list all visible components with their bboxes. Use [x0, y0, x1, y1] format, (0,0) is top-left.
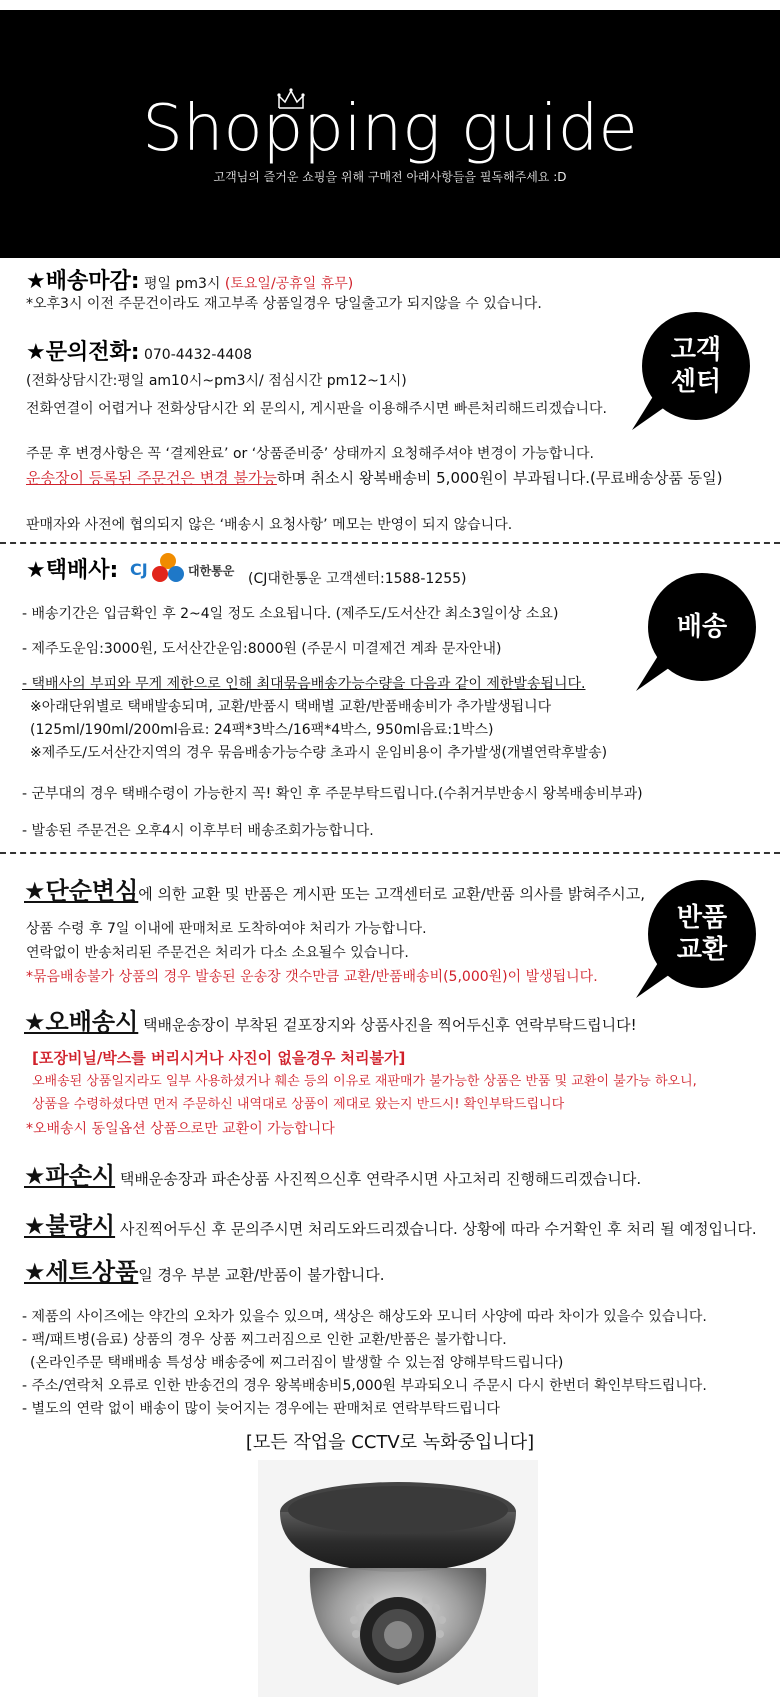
wrong-line4: *오배송시 동일옵션 상품으로만 교환이 가능합니다 — [26, 1121, 335, 1137]
returns-line2: 연락없이 반송처리된 주문건은 처리가 다소 소요될수 있습니다. — [26, 945, 409, 961]
note-line2: - 팩/패트병(음료) 상품의 경우 상품 찌그러짐으로 인한 교환/반품은 불가합니다. — [22, 1332, 507, 1348]
returns-line3: *묶음배송불가 상품의 경우 발송된 운송장 갯수만큼 교환/반품배송비(5,000원)이 발생됩니다. — [26, 969, 598, 985]
cctv-camera-icon — [258, 1460, 538, 1697]
shipping-holiday-note: (토요일/공휴일 휴무) — [224, 276, 354, 292]
wrong-delivery-heading: ★오배송시 — [24, 1008, 139, 1036]
courier-heading-text: ★택배사: — [26, 558, 119, 583]
bubble-label-delivery: 배송 — [676, 612, 728, 642]
courier-line3: - 택배사의 부피와 무게 제한으로 인해 최대묶음배송가능수량을 다음과 같이 제한발송됩니다. — [22, 676, 586, 692]
wrong-line1: [포장비닐/박스를 버리시거나 사진이 없을경우 처리불가] — [32, 1049, 406, 1067]
wrong-line3: 상품을 수령하셨다면 먼저 주문하신 내역대로 상품이 제대로 왔는지 반드시! 확인부탁드립니다 — [32, 1097, 565, 1112]
page-title: Shopping guide — [142, 92, 638, 166]
shipping-deadline-time: 평일 pm3시 — [143, 276, 221, 292]
inquiry-line4: 판매자와 사전에 협의되지 않은 ‘배송시 요청사항’ 메모는 반영이 되지 않습니다. — [26, 517, 513, 533]
inquiry-heading: ★문의전화: — [26, 340, 140, 365]
set-row — [24, 1258, 385, 1286]
courier-line6: ※제주도/도서산간지역의 경우 묶음배송가능수량 초과시 운임비용이 추가발생(개별연락후발송) — [30, 745, 608, 761]
inquiry-row — [26, 340, 253, 365]
note-line4: - 주소/연락처 오류로 인한 반송건의 경우 왕복배송비5,000원 부과되오니 주문시 다시 한번더 확인부탁드립니다. — [22, 1378, 707, 1394]
courier-center: (CJ대한통운 고객센터:1588-1255) — [248, 571, 467, 587]
courier-line2: - 제주도운임:3000원, 도서산간운임:8000원 (주문시 미결제건 계좌 문자안내) — [22, 641, 502, 657]
page-subtitle: 고객님의 즐거운 쇼핑을 위해 구매전 아래사항들을 필독해주세요 :D — [213, 170, 567, 184]
inquiry-line2: 주문 후 변경사항은 꼭 ‘결제완료’ or ‘상품준비중’ 상태까지 요청해주셔야 변경이 가능합니다. — [26, 446, 594, 462]
return-exchange-bubble — [648, 880, 756, 988]
cj-logo-text: CJ — [130, 560, 148, 579]
bubble-label-return: 반품 — [676, 903, 728, 933]
note-line1: - 제품의 사이즈에는 약간의 오차가 있을수 있으며, 색상은 해상도와 모니터 사양에 따라 차이가 있을수 있습니다. — [22, 1309, 707, 1325]
defect-heading: ★불량시 — [24, 1212, 116, 1240]
shipping-deadline-row — [26, 269, 354, 294]
shipping-deadline-note: *오후3시 이전 주문건이라도 재고부족 상품일경우 당일출고가 되지않을 수 있습니다. — [26, 296, 542, 312]
bubble-label-2: 센터 — [670, 367, 722, 397]
divider — [0, 542, 780, 544]
inquiry-line3 — [26, 469, 722, 487]
divider — [0, 852, 780, 854]
courier-line5: (125ml/190ml/200ml음료: 24팩*3박스/16팩*4박스, 950ml음료:1박스) — [30, 722, 494, 738]
no-change-warning: 운송장이 등록된 주문건은 변경 불가능 — [26, 469, 277, 487]
set-heading: ★세트상품 — [24, 1258, 139, 1286]
bubble-label-exchange: 교환 — [676, 935, 728, 965]
courier-line4: ※아래단위별로 택배발송되며, 교환/반품시 택배별 교환/반품배송비가 추가발생됩니다 — [30, 699, 552, 715]
wrong-delivery-row — [24, 1008, 637, 1036]
damage-row — [24, 1162, 642, 1190]
damage-heading: ★파손시 — [24, 1162, 116, 1190]
cj-logo-icon — [150, 552, 186, 588]
inquiry-line1: 전화연결이 어렵거나 전화상담시간 외 문의시, 게시판을 이용해주시면 빠른처리해드리겠습니다. — [26, 401, 608, 417]
guide-header — [0, 10, 780, 258]
delivery-bubble — [648, 573, 756, 681]
returns-line1: 상품 수령 후 7일 이내에 판매처로 도착하여야 처리가 가능합니다. — [26, 921, 427, 937]
customer-center-bubble — [642, 312, 750, 420]
defect-text: 사진찍어두신 후 문의주시면 처리도와드리겠습니다. 상황에 따라 수거확인 후 처리 될 예정입니다. — [119, 1220, 757, 1238]
courier-line1: - 배송기간은 입금확인 후 2~4일 정도 소요됩니다. (제주도/도서산간 최소3일이상 소요) — [22, 606, 559, 622]
simple-change-text: 에 의한 교환 및 반품은 게시판 또는 고객센터로 교환/반품 의사를 밝혀주시고, — [138, 885, 645, 903]
defect-row — [24, 1212, 757, 1240]
bubble-label-1: 고객 — [670, 335, 722, 365]
wrong-delivery-text: 택배운송장이 부착된 겉포장지와 상품사진을 찍어두신후 연락부탁드립니다! — [143, 1016, 637, 1034]
inquiry-hours: (전화상담시간:평일 am10시~pm3시/ 점심시간 pm12~1시) — [26, 373, 407, 389]
cj-logo-name: 대한통운 — [188, 564, 235, 578]
inquiry-phone[interactable]: 070-4432-4408 — [143, 347, 253, 363]
cj-logo — [130, 552, 250, 588]
simple-change-row — [24, 877, 645, 905]
simple-change-heading: ★단순변심 — [24, 877, 139, 905]
wrong-line2: 오배송된 상품일지라도 일부 사용하셨거나 훼손 등의 이유로 재판매가 불가능한 상품은 반품 및 교환이 불가능 하오니, — [32, 1074, 697, 1089]
courier-line8: - 발송된 주문건은 오후4시 이후부터 배송조회가능합니다. — [22, 823, 374, 839]
set-text: 일 경우 부분 교환/반품이 불가합니다. — [138, 1266, 385, 1284]
courier-line7: - 군부대의 경우 택배수령이 가능한지 꼭! 확인 후 주문부탁드립니다.(수취거부반송시 왕복배송비부과) — [22, 786, 643, 802]
damage-text: 택배운송장과 파손상품 사진찍으신후 연락주시면 사고처리 진행해드리겠습니다. — [119, 1170, 642, 1188]
shipping-deadline-heading: ★배송마감: — [26, 269, 140, 294]
inquiry-line3-rest: 하며 취소시 왕복배송비 5,000원이 부과됩니다.(무료배송상품 동일) — [276, 469, 723, 487]
note-line3: (온라인주문 택배배송 특성상 배송중에 찌그러짐이 발생할 수 있는점 양해부탁드립니다) — [30, 1355, 564, 1371]
cctv-caption: [모든 작업을 CCTV로 녹화중입니다] — [245, 1432, 535, 1453]
note-line5: - 별도의 연락 없이 배송이 많이 늦어지는 경우에는 판매처로 연락부탁드립니다 — [22, 1401, 500, 1417]
